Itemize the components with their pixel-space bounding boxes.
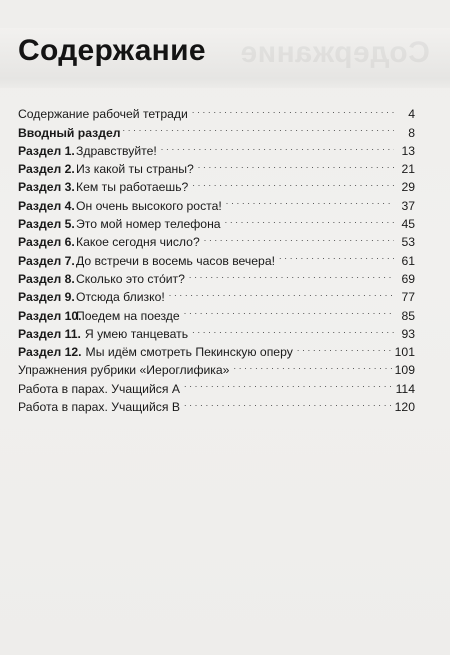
- toc-entry-title: Сколько это сто́ит?: [76, 271, 185, 286]
- toc-entry-title: Работа в парах. Учащийся В: [18, 400, 180, 415]
- toc-section-label: Раздел 1.: [18, 143, 75, 158]
- toc-page-number: 77: [401, 290, 415, 305]
- toc-section-label: Раздел 7.: [18, 253, 75, 268]
- toc-entry-title: Из какой ты страны?: [76, 162, 194, 177]
- toc-entry-title: Это мой номер телефона: [76, 217, 221, 232]
- dot-leader: [161, 137, 394, 155]
- toc-section-label: Раздел 9.: [18, 290, 75, 305]
- toc-page-number: 29: [401, 180, 415, 195]
- toc-entry-title: Упражнения рубрики «Иероглифика»: [18, 363, 230, 378]
- dot-leader: [226, 191, 394, 209]
- toc-page-number: 120: [394, 400, 415, 415]
- toc-section-label: Раздел 2.: [18, 162, 75, 177]
- toc-entry-title: Он очень высокого роста!: [76, 198, 222, 213]
- toc-page-number: 4: [408, 107, 415, 122]
- toc-page-number: 61: [401, 253, 415, 268]
- show-through-title: Содержание: [240, 36, 430, 69]
- dot-leader: [189, 265, 394, 283]
- dot-leader: [184, 393, 392, 411]
- toc-section-label: Раздел 8.: [18, 271, 75, 286]
- dot-leader: [123, 118, 395, 136]
- dot-leader: [204, 228, 394, 246]
- toc-entry-title: До встречи в восемь часов вечера!: [76, 253, 276, 268]
- toc-page-number: 8: [408, 125, 415, 140]
- toc-section-label: Раздел 3.: [18, 180, 75, 195]
- toc-page-number: 37: [401, 198, 415, 213]
- toc-page-number: 45: [401, 217, 415, 232]
- toc-section-label: Раздел 12.: [18, 345, 82, 360]
- toc-page-number: 109: [394, 363, 415, 378]
- toc-page-number: 101: [394, 345, 415, 360]
- toc-entry-title: Содержание рабочей тетради: [18, 107, 188, 122]
- toc-section-label: Раздел 5.: [18, 217, 75, 232]
- dot-leader: [233, 356, 391, 374]
- dot-leader: [297, 338, 392, 356]
- toc-page-number: 114: [395, 381, 415, 396]
- toc-entry-title: Поедем на поезде: [76, 308, 180, 323]
- toc-entry-title: Кем ты работаешь?: [76, 180, 189, 195]
- toc-section-label: Раздел 4.: [18, 198, 75, 213]
- toc-page-number: 53: [401, 235, 415, 250]
- toc-page-number: 13: [401, 143, 415, 158]
- toc-section-label: Раздел 6.: [18, 235, 75, 250]
- toc-section-label: Вводный раздел: [18, 125, 121, 140]
- toc-entry-title: Здравствуйте!: [76, 143, 157, 158]
- toc-section-label: Раздел 10.: [18, 308, 82, 323]
- toc-entry-title: Работа в парах. Учащийся А: [18, 381, 180, 396]
- dot-leader: [198, 155, 394, 173]
- dot-leader: [192, 320, 394, 338]
- page-title: Содержание: [18, 34, 206, 67]
- toc-entry-title: Я умею танцевать: [84, 326, 189, 341]
- dot-leader: [169, 283, 394, 301]
- dot-leader: [192, 173, 394, 191]
- toc-page-number: 85: [401, 308, 415, 323]
- toc-entry-title: Какое сегодня число?: [76, 235, 200, 250]
- toc-section-label: Раздел 11.: [18, 326, 81, 341]
- dot-leader: [184, 301, 394, 319]
- dot-leader: [225, 210, 394, 228]
- toc-entry: [18, 100, 415, 122]
- toc-entry-title: Отсюда близко!: [76, 290, 165, 305]
- table-of-contents: [18, 100, 415, 415]
- dot-leader: [192, 100, 394, 118]
- toc-entry-title: Мы идём смотреть Пекинскую оперу: [85, 345, 293, 360]
- dot-leader: [184, 374, 393, 392]
- toc-page-number: 21: [401, 162, 415, 177]
- toc-page-number: 69: [401, 271, 415, 286]
- dot-leader: [279, 246, 394, 264]
- toc-page-number: 93: [401, 326, 415, 341]
